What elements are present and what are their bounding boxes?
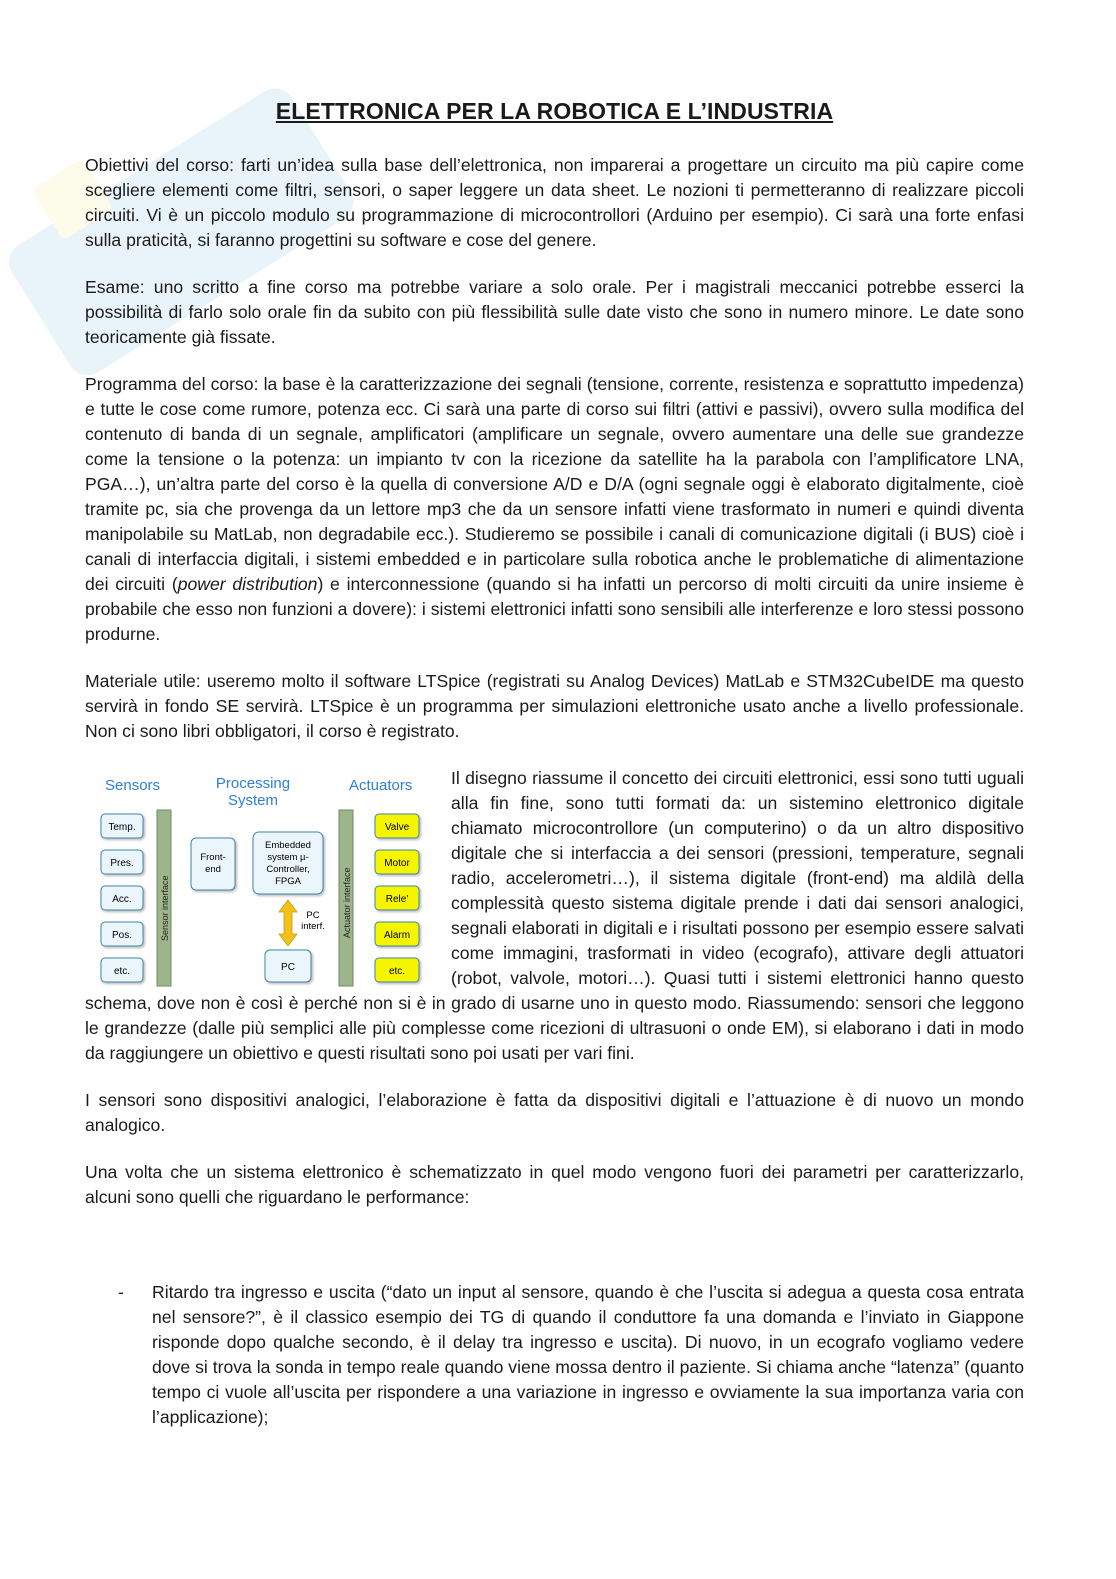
- embedded-label-1: Embedded: [265, 840, 311, 851]
- programma-text-a: Programma del corso: la base è la caratterizzazione dei segnali (tensione, corrente, resistenza e soprattutto impedenza) e tutte le cose come rumore, potenza ecc. Ci sarà una parte di corso sui filtri (attivi e passivi), ovvero sulla modifica del contenuto di banda di un segnale, amplificatori (amplificare un segnale, ovvero aumentare una delle sue grandezze come la tensione o la potenza: un impianto tv con la ricezione da satellite ha la parabola con l’amplificatore LNA, PGA…), un’altra parte del corso è la quella di conversione A/D e D/A (ogni segnale oggi è elaborato digitalmente, cioè tramite pc, sia che provenga da un lettore mp3 che da un sensore infatti viene trasformato in numeri e quindi diventa manipolabile su MatLab, non degradabile ecc.). Studieremo se possibile i canali di comunicazione digitali (i BUS) cioè i canali di interfaccia digitali, i sistemi embedded e in particolare sulla robotica anche le problematiche di alimentazione dei circuiti (: [85, 374, 1024, 594]
- sensor-boxes: [101, 814, 143, 982]
- paragraph-programma: [85, 372, 1024, 647]
- pc-interf-label-1: PC: [306, 910, 320, 921]
- list-item: [85, 1280, 1024, 1430]
- paragraph-sensori: I sensori sono dispositivi analogici, l’elaborazione è fatta da dispositivi digitali e l’attuazione è di nuovo un mondo analogico.: [85, 1090, 1024, 1135]
- embedded-label-4: FPGA: [275, 876, 301, 887]
- actuator-box-alarm: Alarm: [383, 930, 411, 941]
- header-sensors: Sensors: [105, 777, 161, 794]
- document-page: [85, 98, 1024, 1430]
- actuator-interface-label: Actuator interface: [342, 867, 352, 938]
- performance-list: [85, 1280, 1024, 1430]
- pc-label: PC: [281, 962, 295, 973]
- actuator-boxes: [375, 814, 419, 982]
- embedded-label-2: system µ-: [267, 852, 309, 863]
- paragraph-materiale: Materiale utile: useremo molto il software LTSpice (registrati su Analog Devices) MatLab e STM32CubeIDE ma questo servirà in fondo SE servirà. LTSpice è un programma per simulazioni elettroniche usato anche a livello professionale. Non ci sono libri obbligatori, il corso è registrato.: [85, 671, 1024, 741]
- header-system: System: [227, 792, 279, 809]
- sensor-box-acc: Acc.: [112, 894, 132, 905]
- sensor-box-temp: Temp.: [108, 822, 136, 833]
- sensor-box-pos: Pos.: [111, 930, 133, 941]
- actuator-box-valve: Valve: [384, 822, 410, 833]
- actuator-box-etc: etc.: [388, 966, 406, 977]
- header-processing: Processing: [215, 775, 291, 792]
- block-diagram: [93, 766, 433, 988]
- sensor-interface-label: Sensor interface: [160, 875, 170, 941]
- paragraph-esame: Esame: uno scritto a fine corso ma potrebbe variare a solo orale. Per i magistrali meccanici potrebbe esserci la possibilità di farlo solo orale fin da subito con più flessibilità sulle date visto che sono in numero minore. Le date sono teoricamente già fissate.: [85, 277, 1024, 347]
- pc-double-arrow: [279, 900, 297, 946]
- figure-section: [85, 766, 1024, 1066]
- frontend-label-1: Front-: [200, 852, 226, 863]
- page-title: ELETTRONICA PER LA ROBOTICA E L’INDUSTRIA: [275, 98, 834, 124]
- list-bullet: -: [118, 1282, 124, 1302]
- programma-italic: power distribution: [177, 574, 318, 594]
- header-actuators: Actuators: [349, 777, 413, 794]
- embedded-label-3: Controller,: [266, 864, 310, 875]
- list-item-text: Ritardo tra ingresso e uscita (“dato un input al sensore, quando è che l’uscita si adegua a questa cosa entrata nel sensore?”, è il classico esempio dei TG di quando il conduttore fa una domanda e l’inviato in Giappone risponde dopo qualche secondo, è il delay tra ingresso e uscita). Di nuovo, in un ecografo vogliamo vedere dove si trova la sonda in tempo reale quando viene mossa dentro il paziente. Si chiama anche “latenza” (quanto tempo ci vuole all’uscita per rispondere a una variazione in ingresso e ovviamente la sua importanza varia con l’applicazione);: [152, 1282, 1024, 1427]
- paragraph-parametri: Una volta che un sistema elettronico è schematizzato in quel modo vengono fuori dei parametri per caratterizzarlo, alcuni sono quelli che riguardano le performance:: [85, 1162, 1024, 1207]
- actuator-box-motor: Motor: [384, 858, 410, 869]
- paragraph-obiettivi: Obiettivi del corso: farti un’idea sulla base dell’elettronica, non imparerai a progettare un circuito ma più capire come scegliere elementi come filtri, sensori, o saper leggere un data sheet. Le nozioni ti permetteranno di realizzare piccoli circuiti. Vi è un piccolo modulo su programmazione di microcontrollori (Arduino per esempio). Ci sarà una forte enfasi sulla praticità, si faranno progettini su software e cose del genere.: [85, 155, 1024, 250]
- actuator-box-rele: Rele': [385, 894, 409, 905]
- sensor-box-etc: etc.: [113, 966, 131, 977]
- sensor-box-pres: Pres.: [110, 858, 134, 869]
- programma-text-b: ) e interconnessione (quando si ha infatti un percorso di molti circuiti da unire insieme è probabile che esso non funzioni a dovere): i sistemi elettronici infatti sono sensibili alle interferenze e loro stessi possono produrne.: [85, 574, 1024, 644]
- frontend-label-2: end: [205, 864, 221, 875]
- pc-interf-label-2: interf.: [301, 921, 325, 932]
- paragraph-disegno: Il disegno riassume il concetto dei circuiti elettronici, essi sono tutti uguali alla fin fine, sono tutti formati da: un sistemino elettronico digitale chiamato microcontrollore (un computerino) o da un altro dispositivo digitale che si interfaccia a dei sensori (pressioni, temperature, segnali radio, accelerometri…), il sistema digitale (front-end) ma aldilà della complessità questo sistema digitale prende i dati dai sensori analogici, segnali elaborati in digitali e i risultati possono per esempio essere salvati come immagini, trasformati in video (ecografo), attivare degli attuatori (robot, valvole, motori…). Quasi tutti i sistemi elettronici hanno questo schema, dove non è così è perché non si è in grado di usarne uno in questo modo. Riassumendo: sensori che leggono le grandezze (dalle più semplici alle più complesse come ricezioni di ultrasuoni o onde EM), si elaborano i dati in modo da raggiungere un obiettivo e questi risultati sono poi usati per vari fini.: [85, 768, 1024, 1063]
